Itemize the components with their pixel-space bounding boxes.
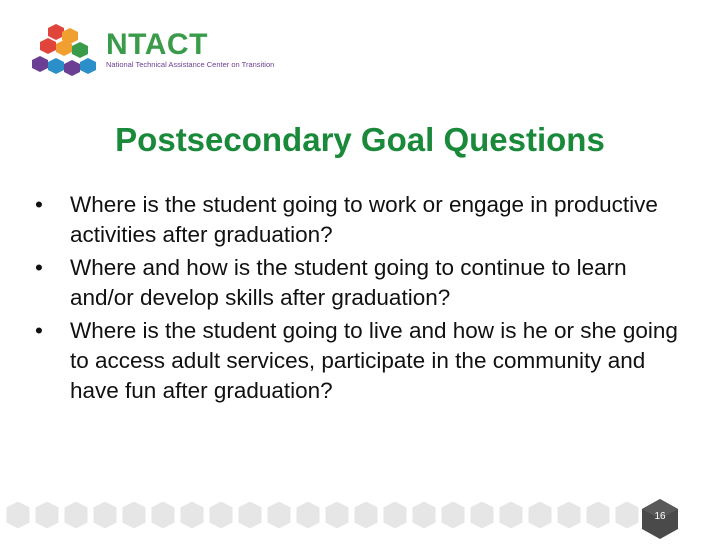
footer-cube (528, 501, 552, 529)
page-number-badge (641, 498, 679, 540)
bullet-icon: • (35, 318, 43, 343)
page-number: 16 (654, 511, 666, 522)
footer-cube (267, 501, 291, 529)
logo-subtitle: National Technical Assistance Center on Transition (106, 60, 275, 69)
cube-strip-icon (0, 495, 720, 539)
footer-cube (93, 501, 117, 529)
footer-cube (122, 501, 146, 529)
footer-cube (64, 501, 88, 529)
ntact-logo (30, 22, 300, 82)
footer-cube (296, 501, 320, 529)
footer-cube (151, 501, 175, 529)
bullet-icon: • (35, 192, 43, 217)
footer-cube (354, 501, 378, 529)
footer-cube (615, 501, 639, 529)
bullet-item (30, 316, 680, 406)
bullet-text: Where is the student going to work or engage in productive activities after graduation? (70, 192, 658, 247)
footer-cube (325, 501, 349, 529)
bullet-list (30, 190, 680, 409)
footer-cube (383, 501, 407, 529)
bullet-text: Where is the student going to live and how is he or she going to access adult services, participate in the community and have fun after graduation? (70, 318, 678, 403)
footer-cube (238, 501, 262, 529)
footer-cube (499, 501, 523, 529)
footer-cube (209, 501, 233, 529)
footer-cube (470, 501, 494, 529)
bullet-item (30, 190, 680, 250)
logo-name: NTACT (106, 28, 208, 61)
bullet-item (30, 253, 680, 313)
footer-cube (557, 501, 581, 529)
footer-cube (6, 501, 30, 529)
footer-cube (35, 501, 59, 529)
footer-cube (441, 501, 465, 529)
footer-cube (412, 501, 436, 529)
slide-title: Postsecondary Goal Questions (115, 121, 605, 158)
footer-cube (180, 501, 204, 529)
bullet-icon: • (35, 255, 43, 280)
bullet-text: Where and how is the student going to continue to learn and/or develop skills after graduation? (70, 255, 627, 310)
footer-cube (586, 501, 610, 529)
cube-cluster-icon (30, 22, 102, 82)
